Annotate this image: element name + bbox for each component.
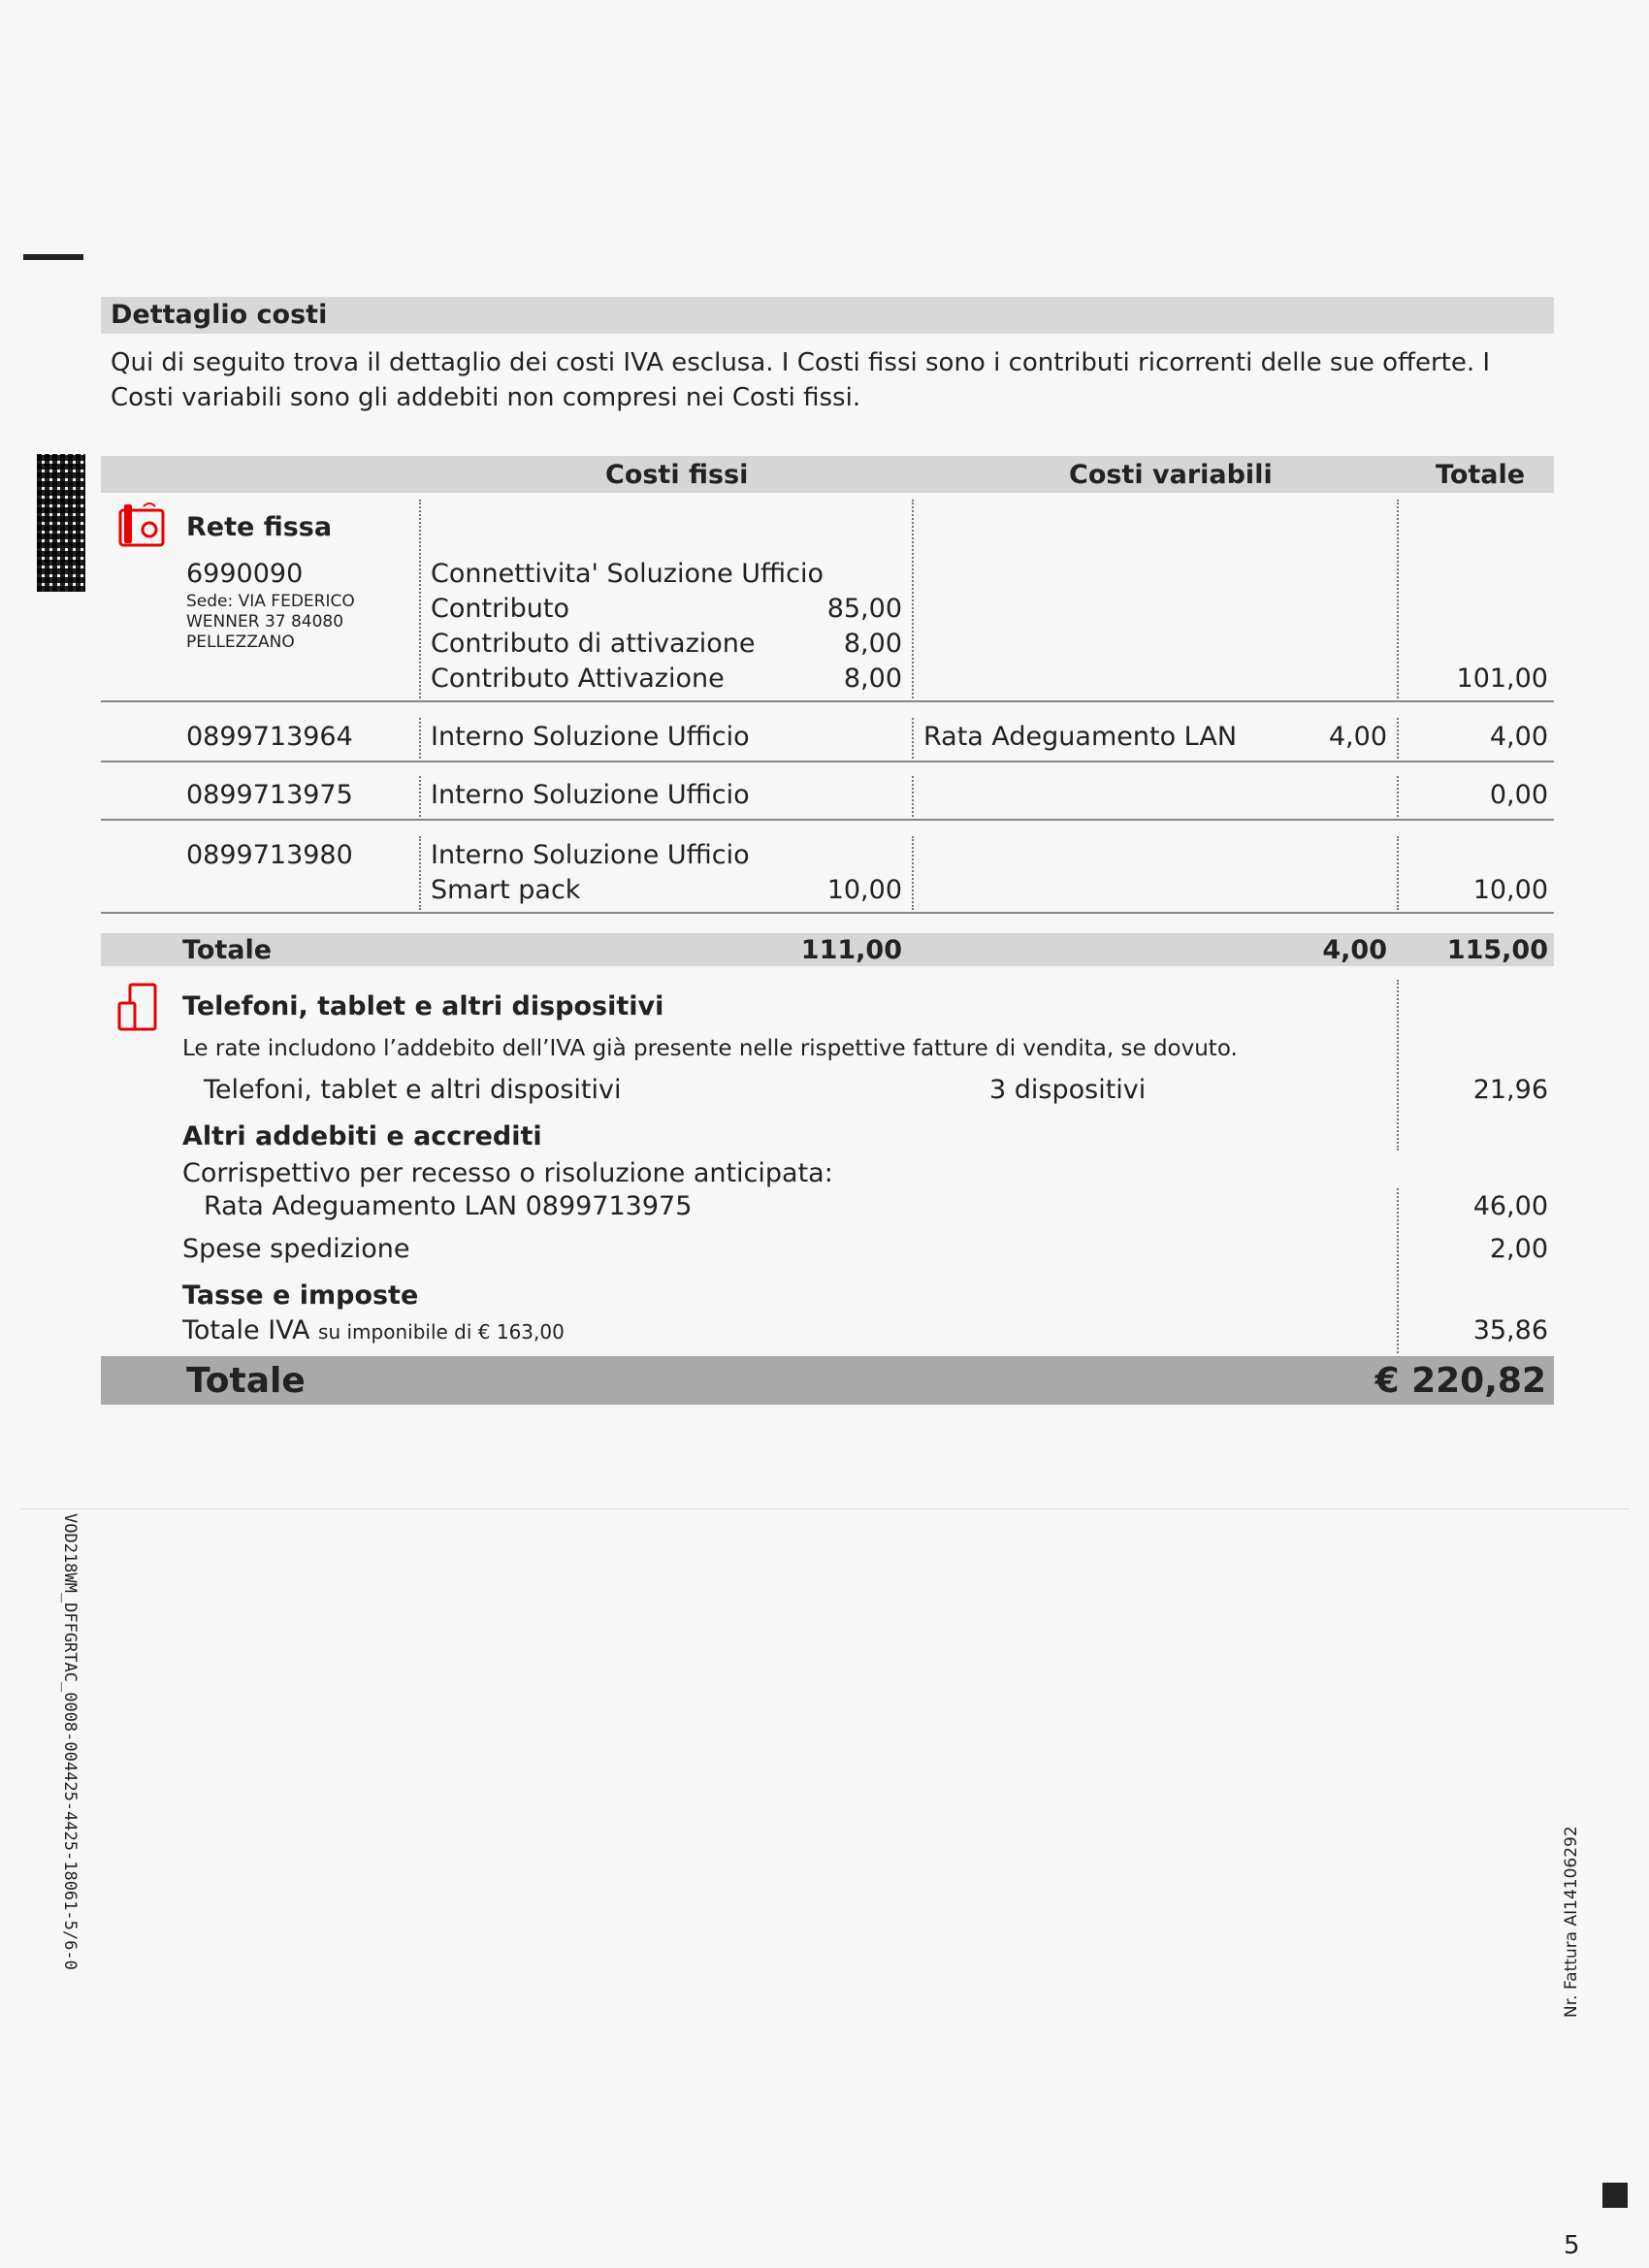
totals-fixed: 111,00 (800, 935, 902, 965)
iva-line (182, 1315, 565, 1345)
registration-mark (1602, 2183, 1628, 2208)
devices-note: Le rate includono l’addebito dell’IVA già presente nelle rispettive fatture di vendita, se dovuto. (182, 1036, 1238, 1061)
section-title: Dettaglio costi (101, 297, 1554, 334)
item-amount: 85,00 (826, 594, 902, 624)
column-separator (419, 836, 421, 910)
grand-total-bar (101, 1356, 1554, 1405)
line-variable-label: Rata Adeguamento LAN (923, 722, 1238, 752)
devices-row-label: Telefoni, tablet e altri dispositivi (204, 1075, 622, 1105)
fold-line (19, 1508, 1630, 1509)
spese-total: 2,00 (1489, 1234, 1548, 1264)
header-total: Totale (1436, 460, 1526, 490)
line-extra-amount: 10,00 (826, 875, 902, 905)
rete-fissa-title: Rete fissa (186, 512, 333, 542)
line-total: 10,00 (1472, 875, 1548, 905)
item-label: Contributo (431, 594, 570, 624)
line-extra-label: Smart pack (431, 875, 581, 905)
line-fixed-label: Interno Soluzione Ufficio (431, 722, 750, 752)
devices-row-total: 21,96 (1472, 1075, 1548, 1105)
row-divider (101, 700, 1554, 702)
column-separator (912, 500, 914, 698)
invoice-number-text: Nr. Fattura AI14106292 (1562, 1826, 1581, 2018)
line-number: 0899713975 (186, 780, 353, 810)
column-separator (912, 718, 914, 759)
devices-title: Telefoni, tablet e altri dispositivi (182, 991, 664, 1021)
landline-phone-icon (116, 501, 169, 551)
column-separator (1397, 980, 1399, 1150)
main-number: 6990090 (186, 559, 304, 589)
document-code-text: VOD218WM_DFFGRTAC_0008-004425-4425-18061-5/6-0 (60, 1513, 80, 1970)
devices-row-count: 3 dispositivi (989, 1075, 1147, 1105)
recesso-label: Corrispettivo per recesso o risoluzione anticipata: (182, 1158, 833, 1188)
row-divider (101, 912, 1554, 914)
line-variable-amount: 4,00 (1328, 722, 1387, 752)
line-fixed-label: Interno Soluzione Ufficio (431, 780, 750, 810)
column-separator (912, 836, 914, 910)
column-separator (419, 500, 421, 698)
iva-total: 35,86 (1472, 1315, 1548, 1345)
device-icon (116, 982, 159, 1032)
row-divider (101, 761, 1554, 762)
item-label: Contributo di attivazione (431, 629, 756, 659)
address: Sede: VIA FEDERICO WENNER 37 84080 PELLEZZANO (186, 592, 355, 652)
column-separator (912, 776, 914, 817)
header-variable: Costi variabili (1069, 460, 1273, 490)
spese-label: Spese spedizione (182, 1234, 410, 1264)
tasse-title: Tasse e imposte (182, 1280, 419, 1311)
column-separator (419, 718, 421, 759)
line-total: 0,00 (1489, 780, 1548, 810)
item-label: Connettivita' Soluzione Ufficio (431, 559, 824, 589)
intro-text: Qui di seguito trova il dettaglio dei costi IVA esclusa. I Costi fissi sono i contributi ricorrenti delle sue offerte. I Costi variabili sono gli addebiti non compresi nei Costi fissi. (111, 348, 1491, 412)
qr-code (37, 454, 85, 592)
line-total: 4,00 (1489, 722, 1548, 752)
rata-label: Rata Adeguamento LAN 0899713975 (204, 1191, 693, 1221)
totals-label: Totale (182, 935, 273, 965)
registration-mark (23, 254, 83, 260)
invoice-number (1562, 1826, 1591, 2027)
item-label: Contributo Attivazione (431, 664, 725, 694)
iva-subtext: su imponibile di € 163,00 (318, 1320, 565, 1344)
row-total: 101,00 (1456, 664, 1548, 694)
table-header (101, 456, 1554, 493)
line-number: 0899713980 (186, 840, 353, 870)
line-number: 0899713964 (186, 722, 353, 752)
page-number: 5 (1564, 2231, 1580, 2260)
item-amount: 8,00 (843, 664, 902, 694)
line-fixed-label: Interno Soluzione Ufficio (431, 840, 750, 870)
totals-total: 115,00 (1446, 935, 1548, 965)
grand-total-label: Totale (186, 1361, 306, 1401)
item-amount: 8,00 (843, 629, 902, 659)
rata-total: 46,00 (1472, 1191, 1548, 1221)
header-fixed: Costi fissi (605, 460, 749, 490)
grand-total-value: € 220,82 (1374, 1361, 1546, 1401)
row-divider (101, 819, 1554, 821)
column-separator (419, 776, 421, 817)
totals-variable: 4,00 (1322, 935, 1387, 965)
document-code (58, 1513, 87, 1970)
altri-title: Altri addebiti e accrediti (182, 1121, 542, 1151)
iva-label: Totale IVA (182, 1315, 310, 1345)
